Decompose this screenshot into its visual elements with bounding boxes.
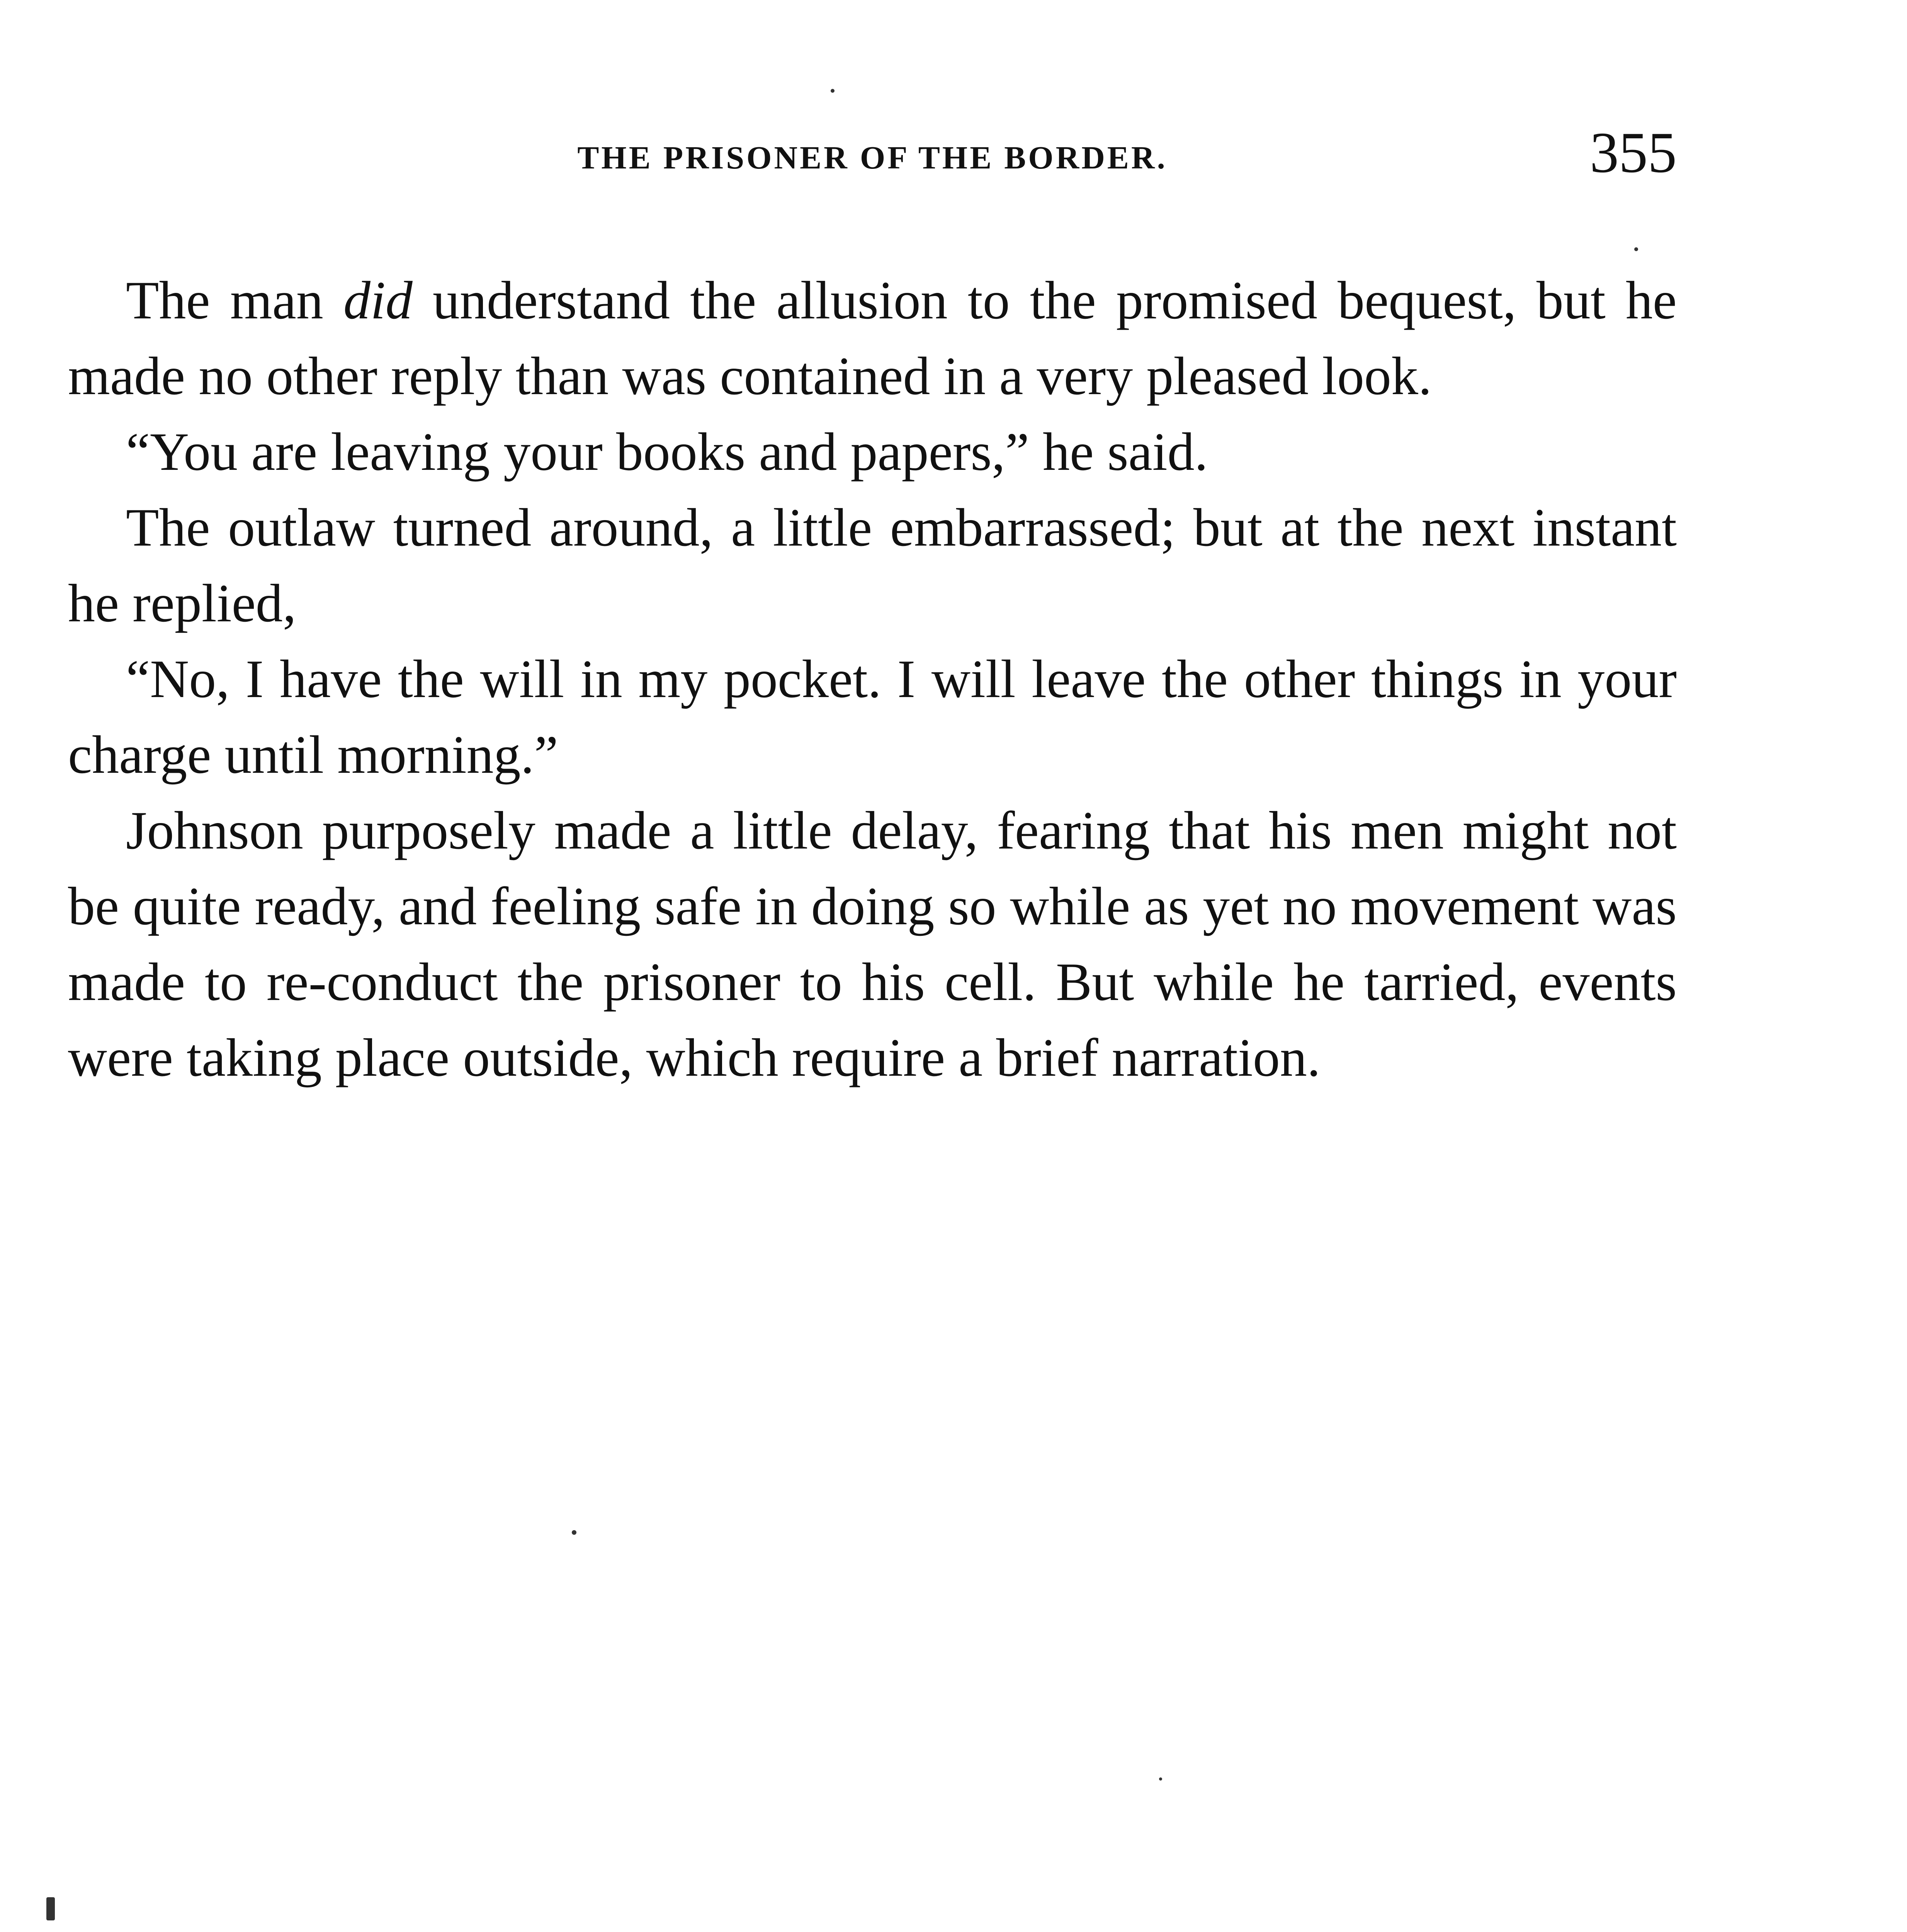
running-title: THE PRISONER OF THE BORDER. [577, 140, 1168, 176]
paragraph-1 [68, 263, 1677, 414]
body-text [68, 263, 1677, 1096]
running-header [68, 121, 1677, 185]
paragraph-4: “No, I have the will in my pocket. I will leave the other things in your charge until morning.” [68, 649, 1677, 785]
paragraph-1-emphasis: did [343, 270, 413, 330]
print-speck [46, 1897, 55, 1920]
paragraph-1-before: The man [126, 270, 343, 330]
print-speck [831, 89, 835, 93]
print-speck [1159, 1777, 1162, 1781]
paragraph-1-after: understand the allusion to the promised bequest, but he made no other reply than was contained in a very pleased look. [68, 270, 1677, 406]
print-speck [572, 1530, 576, 1535]
paragraph-3: The outlaw turned around, a little embarrassed; but at the next instant he replied, [68, 498, 1677, 633]
paragraph-2: “You are leaving your books and papers,” he said. [126, 422, 1208, 482]
page-number: 355 [1590, 121, 1677, 185]
print-speck [1634, 247, 1638, 251]
paragraph-5: Johnson purposely made a little delay, fearing that his men might not be quite ready, and feeling safe in doing so while as yet no movement was made to re-conduct the prisoner to his cell. But while he tarried, events were taking place outside, which require a brief narration. [68, 801, 1677, 1088]
